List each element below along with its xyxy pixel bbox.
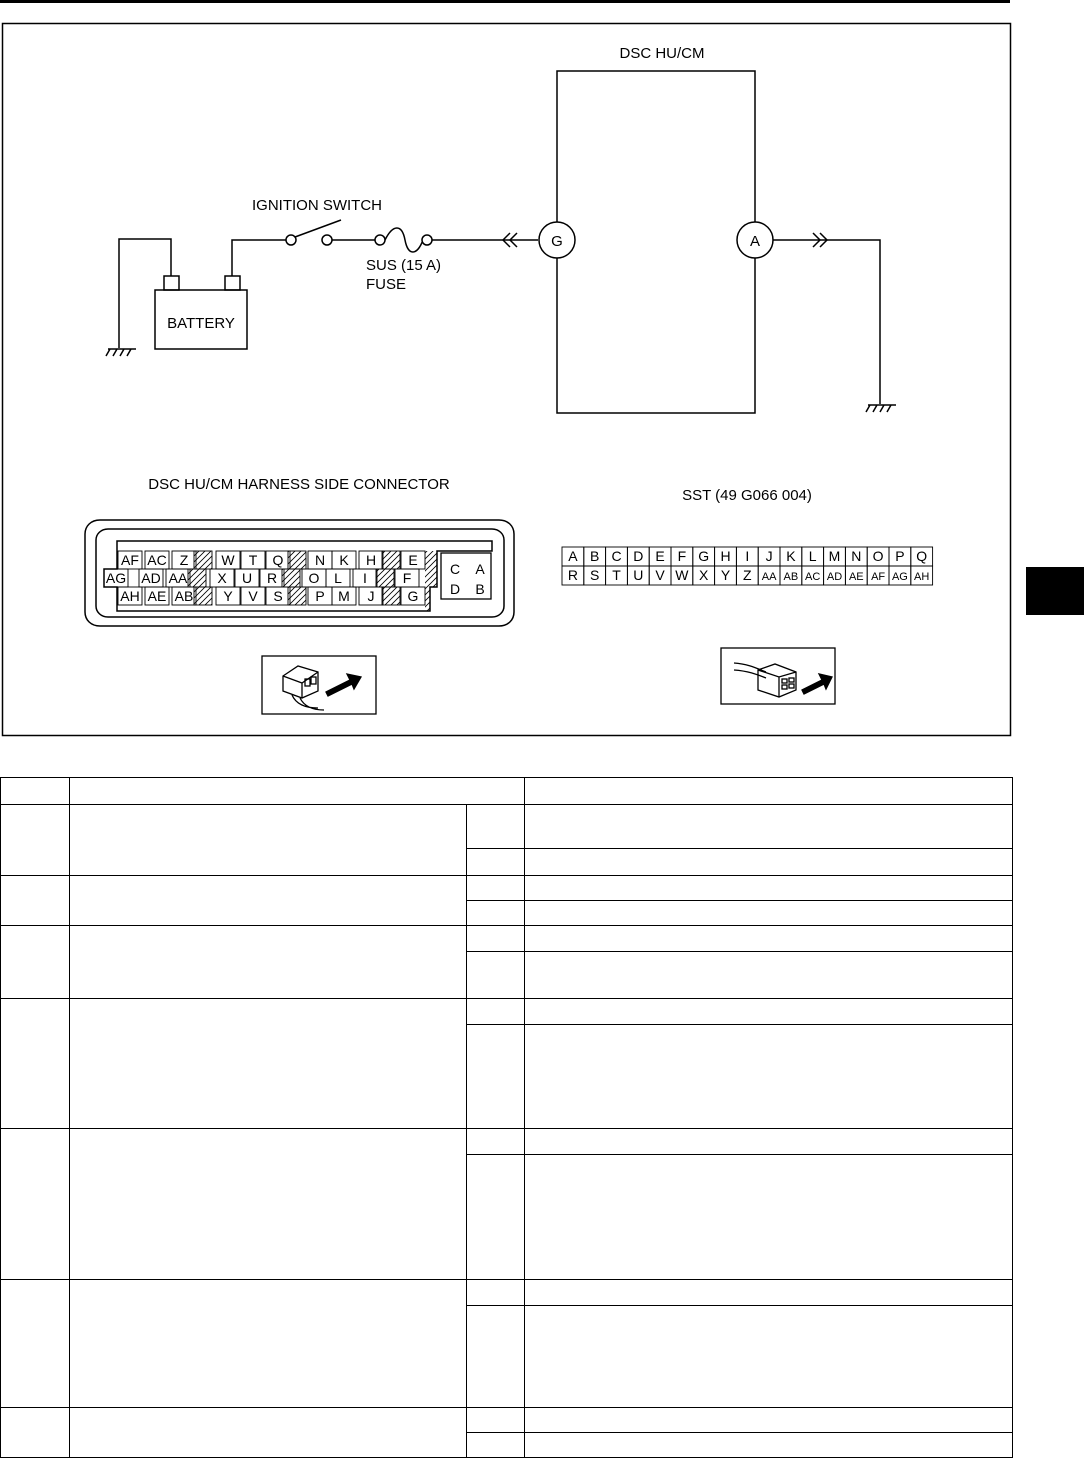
sst-pin-label: K (786, 548, 796, 564)
sst-pin-label: AE (848, 571, 864, 583)
harness-pin-label: V (248, 588, 258, 604)
table-row (1, 1408, 1013, 1433)
sst-pin-label: W (675, 567, 689, 583)
table-row (1, 1280, 1013, 1306)
sst-pin-label: F (677, 548, 687, 564)
harness-pin-label: L (334, 570, 342, 586)
sst-pin-label: O (872, 548, 884, 564)
sst-pin-label: AH (914, 571, 930, 583)
module-ground-wire (773, 233, 896, 412)
table-row (1, 876, 1013, 901)
harness-pin-label: R (266, 570, 278, 586)
sst-pin-label: P (895, 548, 905, 564)
harness-pin-block-1: C (449, 561, 461, 577)
harness-pin-label: U (241, 570, 253, 586)
harness-pin-label: P (315, 588, 325, 604)
fuse-rating-label: SUS (15 A) (366, 257, 442, 274)
harness-pin-label: AA (168, 570, 188, 586)
harness-pin-label: X (217, 570, 227, 586)
dsc-module-box (557, 71, 755, 413)
harness-pin-label: AH (120, 588, 140, 604)
sst-pin-label: T (612, 567, 621, 583)
table-row (1, 999, 1013, 1025)
sst-pin-label: B (590, 548, 600, 564)
terminal-a-label: A (749, 233, 761, 250)
harness-pin-label: AE (147, 588, 167, 604)
harness-pin-label: AG (105, 570, 127, 586)
sst-pin-label: X (699, 567, 709, 583)
sst-pin-label: S (590, 567, 600, 583)
harness-pin-label: T (248, 552, 258, 568)
battery-terminal-right (225, 276, 240, 290)
harness-pin-label: K (339, 552, 349, 568)
sst-pin-label: C (611, 548, 622, 564)
harness-pin-cell (288, 551, 306, 569)
harness-pin-cell (188, 569, 206, 587)
sst-pin-label: D (633, 548, 644, 564)
harness-pin-label: Y (223, 588, 233, 604)
harness-pin-label: W (221, 552, 235, 568)
table-row (1, 1129, 1013, 1155)
sst-pin-label: AG (891, 571, 908, 583)
ignition-switch-symbol (232, 220, 375, 276)
harness-pin-label: Q (272, 552, 284, 568)
sst-pin-label: Q (916, 548, 928, 564)
harness-view-icon (262, 656, 376, 714)
harness-pin-label: AC (147, 552, 167, 568)
battery-ground-wire (106, 239, 171, 356)
harness-pin-cell (282, 569, 300, 587)
sst-pin-label: A (568, 548, 578, 564)
sst-pin-label: Y (720, 567, 731, 583)
harness-pin-label: J (367, 588, 375, 604)
troubleshooting-table (0, 777, 1013, 1458)
harness-pin-cell (194, 587, 212, 605)
harness-pin-label: E (408, 552, 418, 568)
harness-pin-cell (288, 587, 306, 605)
table-header-row (1, 778, 1013, 805)
sst-pin-label: N (851, 548, 862, 564)
harness-hatch-fill (425, 551, 437, 611)
harness-pin-grid (104, 551, 437, 611)
harness-pin-label: M (338, 588, 350, 604)
sst-pin-label: Z (743, 567, 752, 583)
harness-pin-label: F (402, 570, 412, 586)
sst-pin-label: I (745, 548, 750, 564)
sst-pin-label: AF (871, 571, 886, 583)
sst-pin-label: AD (826, 571, 843, 583)
sst-view-icon (721, 648, 835, 704)
harness-pin-label: G (407, 588, 419, 604)
sst-pin-label: G (698, 548, 710, 564)
diagram-frame (3, 24, 1011, 736)
sst-pin-label: U (633, 567, 644, 583)
fuse-word-label: FUSE (366, 276, 407, 293)
harness-pin-label: S (273, 588, 283, 604)
harness-pin-block-3: D (449, 581, 461, 597)
sst-pin-label: AA (761, 571, 777, 583)
harness-pin-cell (382, 551, 400, 569)
terminal-g (539, 222, 575, 258)
harness-connector-title: DSC HU/CM HARNESS SIDE CONNECTOR (148, 476, 450, 493)
harness-pin-cell (194, 551, 212, 569)
harness-pin-label: AB (174, 588, 194, 604)
sst-pin-grid (562, 547, 933, 585)
harness-pin-label: H (365, 552, 377, 568)
terminal-g-label: G (551, 233, 563, 250)
sst-title: SST (49 G066 004) (682, 487, 812, 504)
sst-pin-label: H (720, 548, 731, 564)
sst-pin-label: V (655, 567, 665, 583)
sst-pin-label: E (655, 548, 665, 564)
harness-pin-block-4: B (475, 581, 485, 597)
harness-pin-cell (382, 587, 400, 605)
terminal-a (737, 222, 773, 258)
harness-pin-label: I (363, 570, 367, 586)
harness-pin-label: N (314, 552, 326, 568)
fuse-symbol (375, 228, 538, 252)
sst-pin-label: L (808, 548, 817, 564)
table-row (1, 805, 1013, 849)
harness-pin-block (441, 553, 491, 599)
harness-pin-cell (376, 569, 394, 587)
sst-pin-label: J (765, 548, 773, 564)
table-row (1, 926, 1013, 952)
battery-label: BATTERY (167, 315, 235, 332)
sst-pin-label: AC (805, 571, 821, 583)
ignition-switch-label: IGNITION SWITCH (252, 197, 382, 214)
module-title: DSC HU/CM (619, 45, 705, 62)
battery-terminal-left (164, 276, 179, 290)
harness-pin-label: O (308, 570, 320, 586)
sst-pin-label: R (567, 567, 578, 583)
harness-pin-block-2: A (475, 561, 485, 577)
harness-pin-label: AF (121, 552, 139, 568)
sst-pin-label: AB (783, 571, 799, 583)
sst-pin-label: M (828, 548, 841, 564)
harness-pin-label: Z (179, 552, 189, 568)
harness-pin-label: AD (141, 570, 161, 586)
